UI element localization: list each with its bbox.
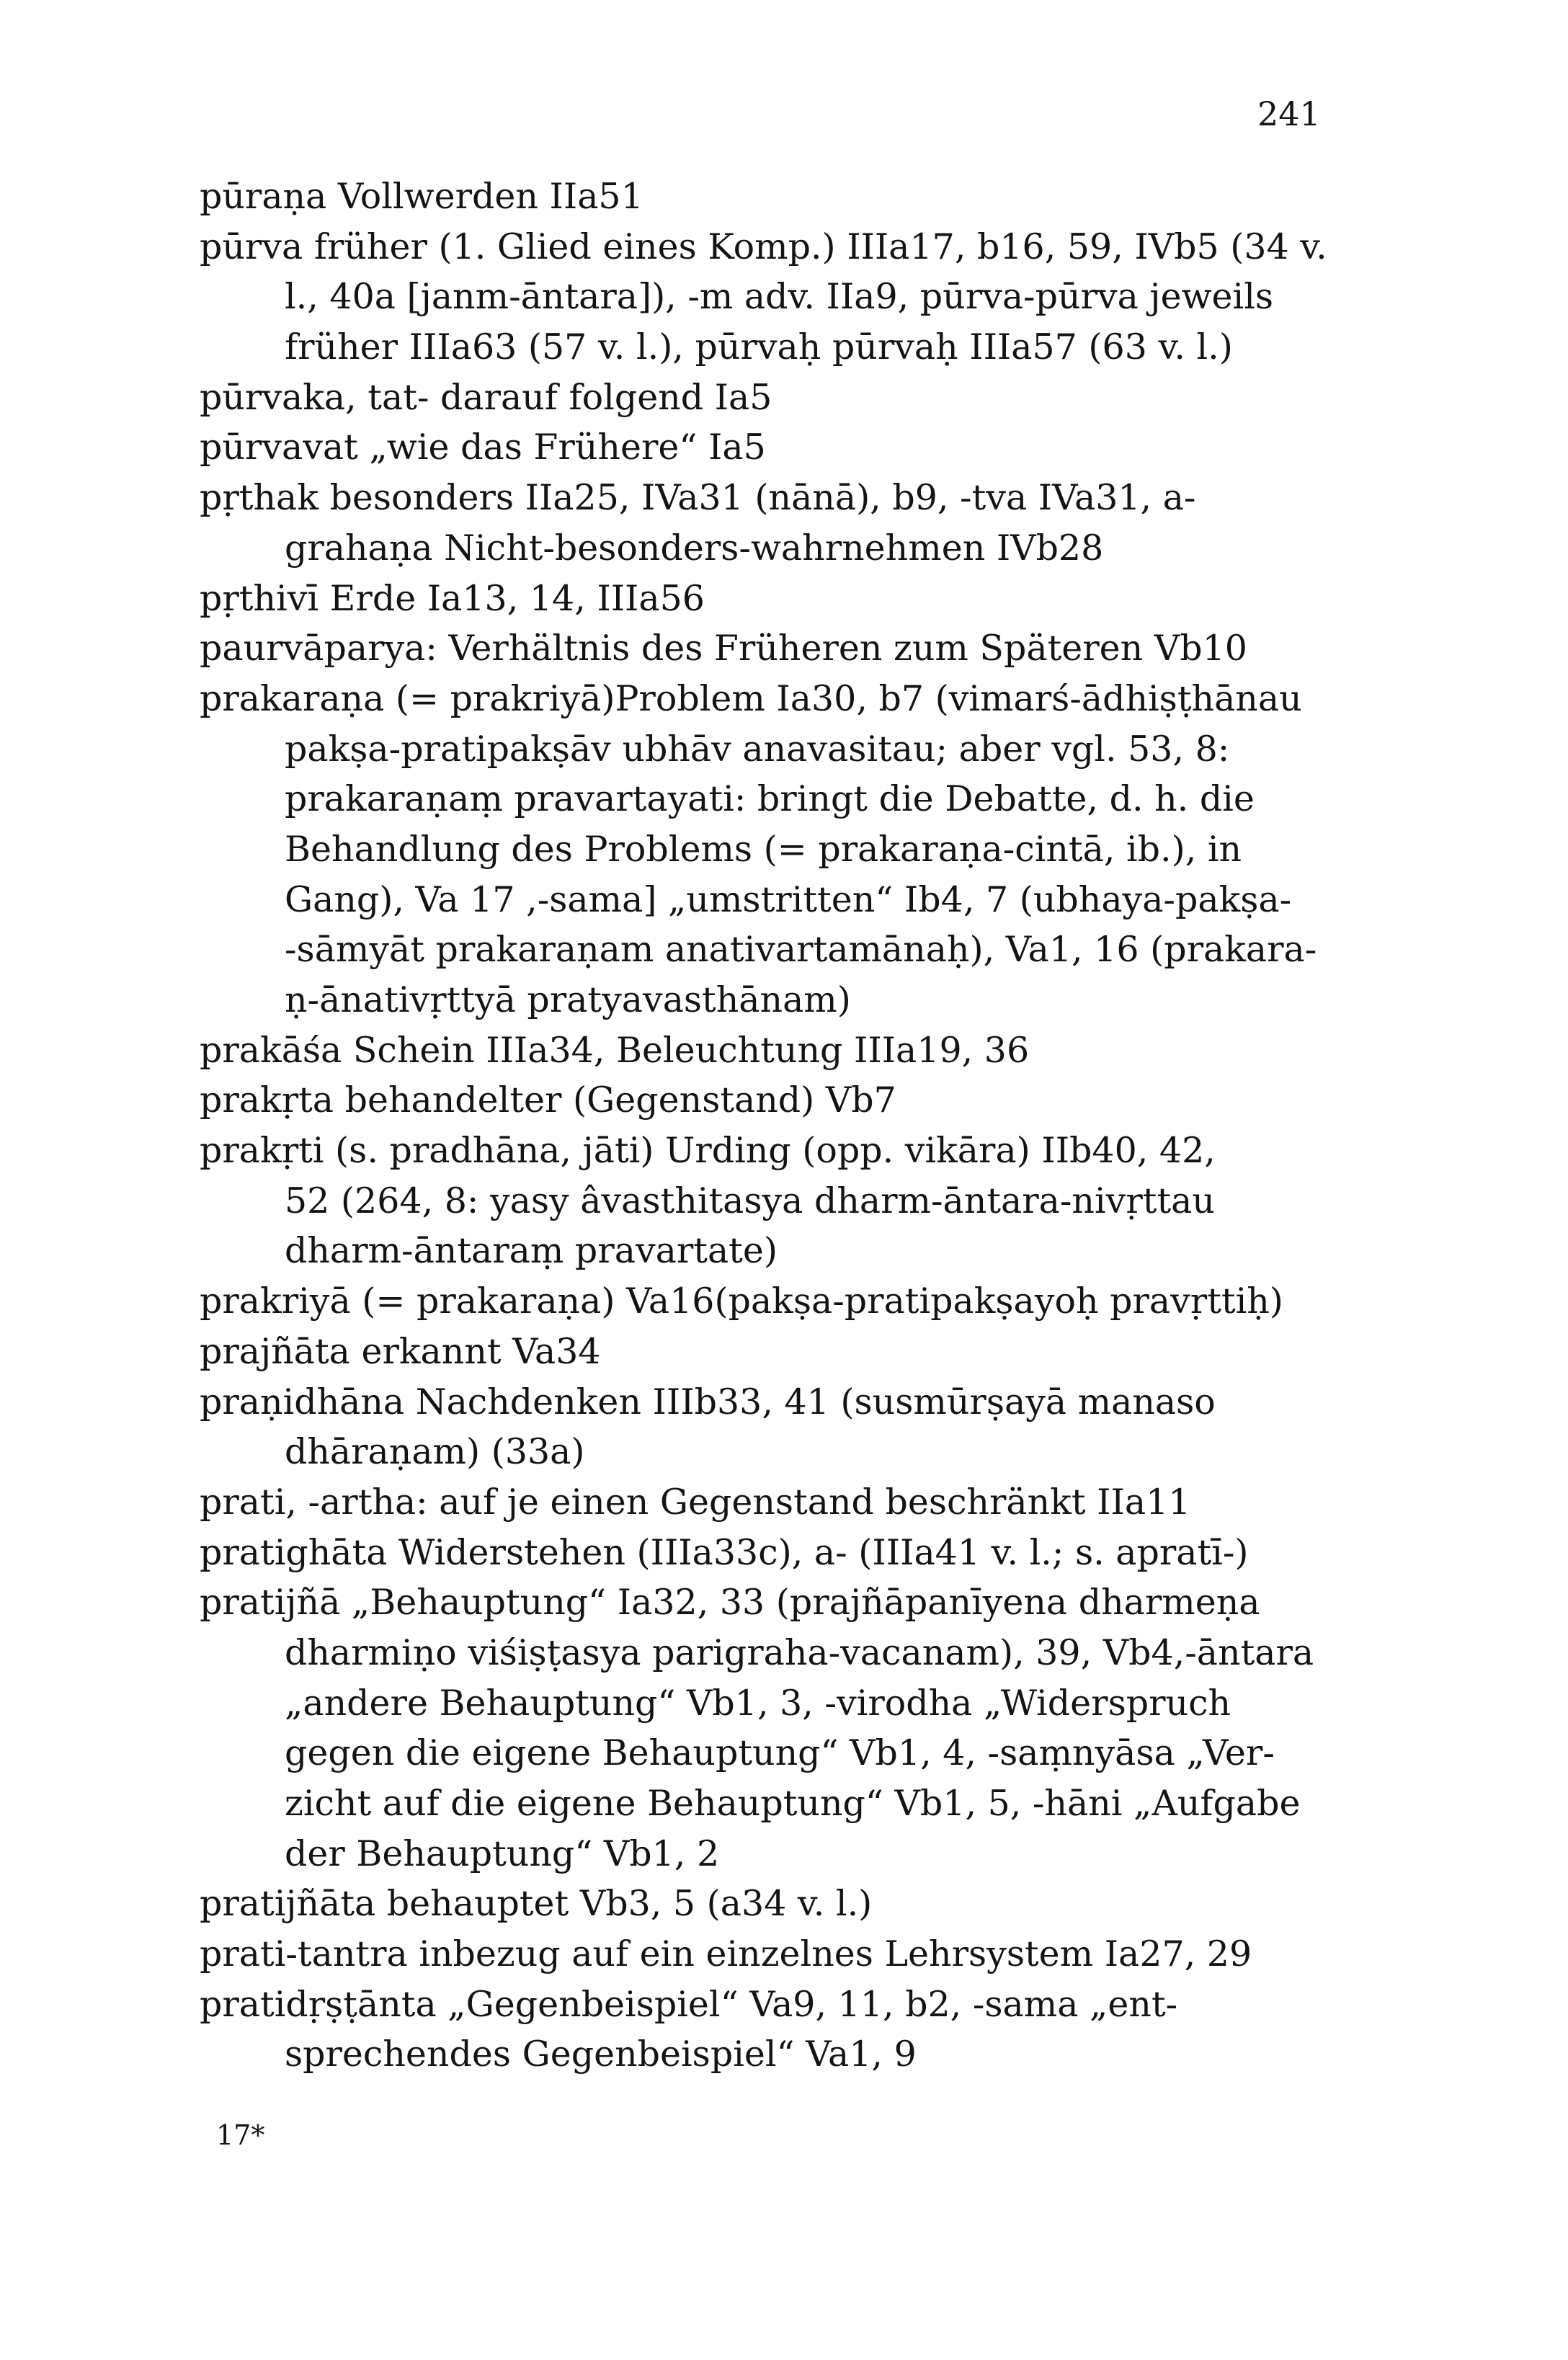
glossary-entry [200,1377,1353,1477]
entry-headword-line: prati-tantra inbezug auf ein einzelnes Lehrsystem Ia27, 29 [200,1933,1252,1975]
entry-headword-line: pṛthivī Erde Ia13, 14, IIIa56 [200,577,705,619]
entry-headword-line: pūrvavat „wie das Frühere“ Ia5 [200,427,766,468]
entry-headword-line: pūrva früher (1. Glied eines Komp.) IIIa17, b16, 59, IVb5 (34 v. [200,226,1327,267]
entry-continuation-line: dharm-āntaraṃ pravartate) [285,1230,778,1272]
entry-headword-line: prakriyā (= prakaraṇa) Va16(pakṣa-pratipakṣayoḥ pravṛttiḥ) [200,1281,1283,1322]
glossary-entry [200,1025,1353,1076]
glossary-entry [200,1327,1353,1377]
glossary-entry [200,574,1353,624]
entry-headword-line: prakaraṇa (= prakriyā)Problem Ia30, b7 (vimarś-ādhiṣṭhānau [200,677,1302,719]
glossary-entry [200,1075,1353,1126]
glossary-entry [200,1528,1353,1578]
glossary-entry [200,1980,1353,2080]
entry-continuation-line: pakṣa-pratipakṣāv ubhāv anavasitau; aber vgl. 53, 8: [285,728,1230,770]
entry-headword-line: prakṛta behandelter (Gegenstand) Vb7 [200,1079,896,1121]
entry-continuation-line: Gang), Va 17 ,-sama] „umstritten“ Ib4, 7 (ubhaya-pakṣa- [285,878,1292,920]
entry-continuation-line: dhāraṇam) (33a) [285,1431,585,1473]
entry-continuation-line: „andere Behauptung“ Vb1, 3, -virodha „Widerspruch [285,1682,1231,1724]
entry-headword-line: pratidṛṣṭānta „Gegenbeispiel“ Va9, 11, b2, -sama „ent- [200,1983,1178,2025]
entry-continuation-line: der Behauptung“ Vb1, 2 [285,1833,720,1874]
glossary-entry [200,172,1353,222]
signature-mark: 17* [216,2119,265,2151]
entry-headword-line: pratijñāta behauptet Vb3, 5 (a34 v. l.) [200,1883,873,1925]
glossary-entry [200,623,1353,674]
glossary-entry-list [200,172,1353,2080]
entry-continuation-line: früher IIIa63 (57 v. l.), pūrvaḥ pūrvaḥ IIIa57 (63 v. l.) [285,326,1233,368]
glossary-entry [200,473,1353,573]
glossary-entry [200,1477,1353,1528]
glossary-entry [200,373,1353,423]
entry-continuation-line: sprechendes Gegenbeispiel“ Va1, 9 [285,2034,917,2075]
glossary-entry [200,1879,1353,1929]
entry-headword-line: prajñāta erkannt Va34 [200,1330,601,1372]
entry-continuation-line: dharmiṇo viśiṣṭasya parigraha-vacanam), 39, Vb4,-āntara [285,1631,1314,1673]
entry-headword-line: pṛthak besonders IIa25, IVa31 (nānā), b9, -tva IVa31, a- [200,477,1196,519]
entry-continuation-line: 52 (264, 8: yasy âvasthitasya dharm-āntara-nivṛttau [285,1180,1215,1221]
entry-continuation-line: gegen die eigene Behauptung“ Vb1, 4, -saṃnyāsa „Ver- [285,1732,1275,1774]
entry-headword-line: pūraṇa Vollwerden IIa51 [200,176,643,217]
entry-continuation-line: ṇ-ānativṛttyā pratyavasthānam) [285,979,851,1020]
page-number: 241 [1257,94,1321,133]
glossary-entry [200,1126,1353,1276]
glossary-entry [200,1577,1353,1879]
entry-headword-line: praṇidhāna Nachdenken IIIb33, 41 (susmūrṣayā manaso [200,1381,1216,1422]
entry-continuation-line: l., 40a [janm-āntara]), -m adv. IIa9, pūrva-pūrva jeweils [285,276,1274,318]
glossary-entry [200,1276,1353,1327]
entry-headword-line: prati, -artha: auf je einen Gegenstand beschränkt IIa11 [200,1481,1191,1523]
entry-headword-line: prakāśa Schein IIIa34, Beleuchtung IIIa19, 36 [200,1029,1030,1071]
entry-continuation-line: grahaṇa Nicht-besonders-wahrnehmen IVb28 [285,527,1104,569]
glossary-entry [200,222,1353,373]
entry-continuation-line: prakaraṇaṃ pravartayati: bringt die Debatte, d. h. die [285,778,1255,820]
entry-continuation-line: -sāmyāt prakaraṇam anativartamānaḥ), Va1, 16 (prakara- [285,929,1317,971]
entry-headword-line: prakṛti (s. pradhāna, jāti) Urding (opp. vikāra) IIb40, 42, [200,1130,1216,1172]
glossary-entry [200,422,1353,473]
entry-headword-line: pratijñā „Behauptung“ Ia32, 33 (prajñāpanīyena dharmeṇa [200,1582,1260,1624]
entry-headword-line: paurvāparya: Verhältnis des Früheren zum Späteren Vb10 [200,628,1247,669]
entry-continuation-line: zicht auf die eigene Behauptung“ Vb1, 5, -hāni „Aufgabe [285,1783,1301,1824]
entry-headword-line: pūrvaka, tat- darauf folgend Ia5 [200,376,772,418]
entry-continuation-line: Behandlung des Problems (= prakaraṇa-cintā, ib.), in [285,828,1242,870]
glossary-entry [200,674,1353,1025]
glossary-entry [200,1929,1353,1980]
entry-headword-line: pratighāta Widerstehen (IIIa33c), a- (IIIa41 v. l.; s. apratī-) [200,1531,1249,1573]
